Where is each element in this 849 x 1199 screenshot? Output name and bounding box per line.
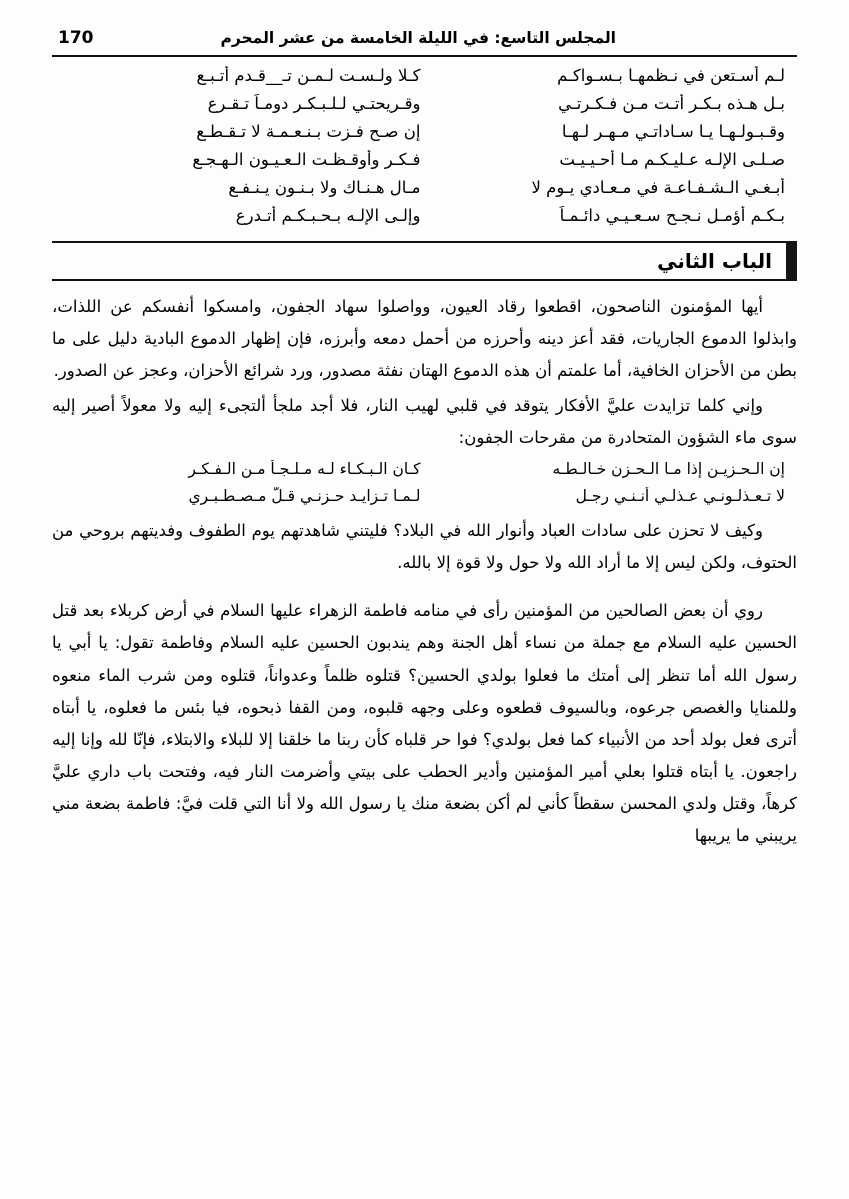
chapter-title: الباب الثاني [657, 249, 772, 273]
poem-line [52, 122, 797, 141]
chapter-heading [52, 241, 797, 281]
hemistich-left: كـان الـبـكـاء لـه مـلـجـأ مـن الـفـكـر [188, 459, 421, 478]
hemistich-right: صـلـى الإلـه عـليـكـم مـا أحـيـيـت [559, 150, 785, 169]
hemistich-left: وقـريحتـي لـلـبـكـر دومـاً تـقـرع [207, 94, 421, 113]
chapter-accent-bar [786, 241, 797, 281]
paragraph: أيها المؤمنون الناصحون، اقطعوا رقاد العيون، وواصلوا سهاد الجفون، وامسكوا أنفسكم عن اللذات، وابذلوا الدموع الجاريات، فقد أعز دينه وأحرزه من أحمل دمعه وأبرزه، فإن إظهار الدموع البادية دليل على ما بطن من الأحزان الخافية، أما علمتم أن هذه الدموع الهتان نفثة مصدور، ورد شرائع الأحزان، وعجز عن الصدور. [52, 297, 797, 381]
poem-line [52, 487, 797, 505]
poem-top [52, 66, 797, 225]
hemistich-left: وإلـى الإلـه بـحـبـكـم أتـدرع [235, 206, 421, 225]
hemistich-right: بـل هـذه بـكـر أتـت مـن فـكـرتـي [558, 94, 785, 113]
prose-section-two [52, 515, 797, 853]
poem-line [52, 460, 797, 478]
paragraph: وإني كلما تزايدت عليَّ الأفكار يتوقد في قلبي لهيب النار، فلا أجد ملجأ ألتجىء إليه ولا معولاً أصير إليه سوى ماء الشؤون المتحادرة من مقرحات الجفون: [52, 395, 797, 447]
page-header [52, 28, 797, 48]
hemistich-right: بـكـم أؤمـل نـجـح سـعـيـي دائـمـاً [559, 206, 785, 225]
page-number: 170 [58, 28, 94, 48]
hemistich-right: لا تـعـذلـونـي عـذلـي أنـنـي رجـل [575, 486, 785, 505]
hemistich-right: أبـغـي الـشـفـاعـة في مـعـادي يـوم لا [531, 178, 785, 197]
running-head-title: المجلس التاسع: في الليلة الخامسة من عشر المحرم [220, 29, 616, 47]
paragraph: روي أن بعض الصالحين من المؤمنين رأى في منامه فاطمة الزهراء عليها السلام في أرض كربلاء بعد قتل الحسين عليه السلام مع جملة من نساء أهل الجنة وهم يندبون الحسين عليه السلام وفاطمة تقول: يا أبي يا رسول الله أما تنظر إلى أمتك ما فعلوا بولدي الحسين؟ قتلوه ظلماً وعدواناً، قتلوه ومن شرب الماء منعوه وللمنايا والغصص جرعوه، وبالسيوف قطعوه وعلى وجهه قلبوه، ومن القفا ذبحوه، فيا بئس ما فعلوه، يا أبتاه أترى فعل بولد أحد من الأنبياء كما فعل بولدي؟ فوا حر قلباه كأن ربنا ما خلقنا إلا للبلاء والابتلاء، فإنّا لله وإنا إليه راجعون. يا أبتاه قتلوا بعلي أمير المؤمنين وأدير الحطب على بيتي وأضرمت النار فيه، وفتحت باب داري عليَّ كرهاً، وقتل ولدي المحسن سقطاً كأني لم أكن بضعة منك يا رسول الله ولا أنا التي قلت فيَّ: فاطمة بضعة مني يريبني ما يريبها [52, 601, 797, 846]
hemistich-right: وقـبـولـهـا يـا سـاداتـي مـهـر لـهـا [561, 122, 785, 141]
header-divider-rule [52, 55, 797, 57]
hemistich-left: فـكـر وأوقـظـت الـعـيـون الـهـجـع [192, 150, 421, 169]
prose-section-one [52, 291, 797, 454]
poem-line [52, 206, 797, 225]
hemistich-right: لـم أسـتعن في نـظمهـا بـسـواكـم [557, 66, 785, 85]
poem-line [52, 150, 797, 169]
hemistich-left: لـمـا تـزايـد حـزنـي قـلّ مـصـطـبـري [188, 486, 421, 505]
poem-line [52, 94, 797, 113]
hemistich-right: إن الـحـزيـن إذا مـا الـحـزن خـالـطـه [552, 459, 785, 478]
poem-line [52, 66, 797, 85]
chapter-title-container [52, 241, 786, 281]
paragraph: وكيف لا تحزن على سادات العباد وأنوار الله في البلاد؟ فليتني شاهدتهم يوم الطفوف وفديتهم بروحي من الحتوف، ولكن ليس إلا ما أراد الله ولا حول ولا قوة إلا بالله. [52, 520, 797, 573]
poem-line [52, 178, 797, 197]
poem-inline [52, 460, 797, 505]
hemistich-left: إن صـح فـزت بـنـعـمـة لا تـقـطـع [196, 122, 421, 141]
hemistich-left: كـلا ولـسـت لـمـن تـ__قـدم أتـبـع [196, 66, 421, 85]
hemistich-left: مـال هـنـاك ولا بـنـون يـنـفـع [228, 178, 421, 197]
